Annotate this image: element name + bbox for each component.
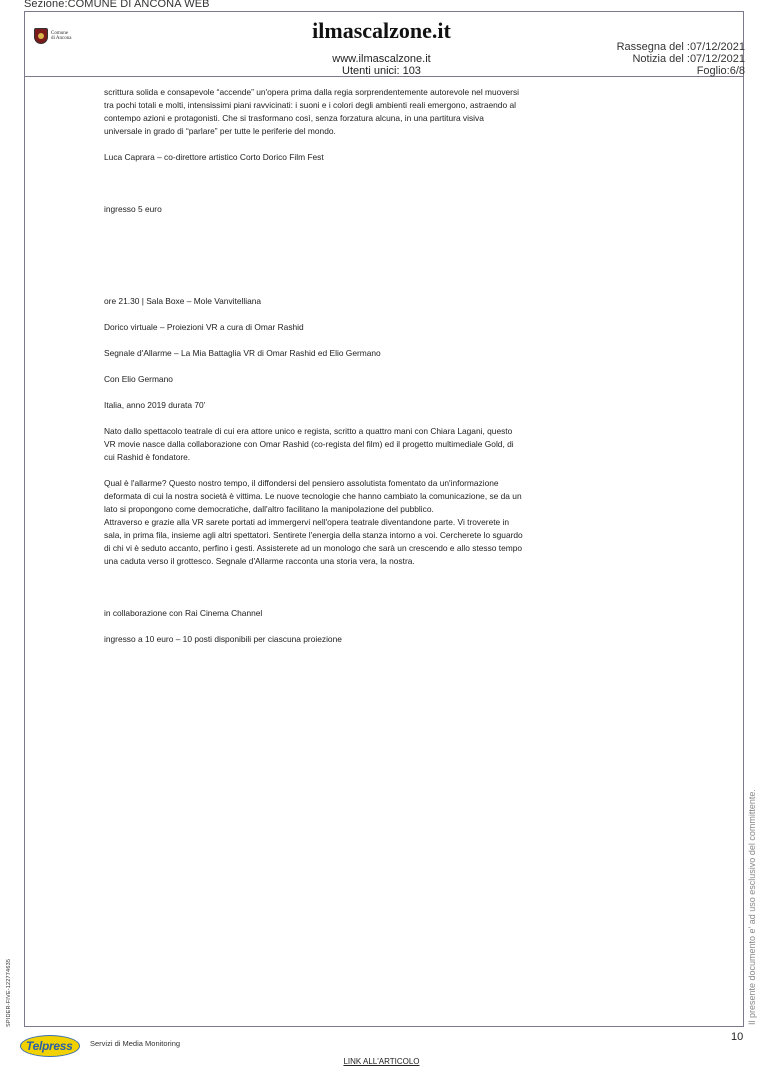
telpress-logo-text: Telpress [26, 1039, 73, 1053]
disclaimer: Il presente documento e' ad uso esclusivo del committente. [747, 789, 757, 1025]
article-paragraph: Qual è l'allarme? Questo nostro tempo, il diffondersi del pensiero assolutista fomentato da un'informazione deformata di cui la nostra società è vittima. Le nuove tecnologie che hanno cambiato la comunicazione, se da un lato si propongono come democratiche, dall'altro facilitano la manipolazione del pubblico. [104, 478, 522, 514]
article-paragraph: ingresso 5 euro [104, 204, 162, 214]
article-paragraph: scrittura solida e consapevole “accende” un'opera prima dalla regia sorprendentemente autorevole nel muoversi tra pochi totali e molti, intensissimi piani ravvicinati: i suoni e i colori degli ambienti reali emergono, astraendo al contempo azioni e protagonisti. Che si trasformano così, senza forzatura alcuna, in una partitura visiva universale in grado di “parlare” per tutte le periferie del mondo. [104, 87, 520, 136]
article-body [104, 86, 524, 659]
section-label: Sezione:COMUNE DI ANCONA WEB [24, 0, 210, 10]
servizi-label: Servizi di Media Monitoring [90, 1039, 181, 1048]
article-paragraph: Attraverso e grazie alla VR sarete portati ad immergervi nell'opera teatrale diventandone parte. Vi troverete in sala, in prima fila, insieme agli altri spettatori. Sentirete l'energia della stanza intorno a voi. Cercherete lo sguardo di chi vi è seduto accanto, perfino i gesti. Assisterete ad un monologo che sarà un crescendo e allo stesso tempo una caduta verso il grottesco. Segnale d'Allarme racconta una storia vera, la nostra. [104, 517, 523, 566]
article-paragraph: ore 21.30 | Sala Boxe – Mole Vanvitelliana [104, 296, 262, 306]
foglio: Foglio:6/8 [696, 65, 745, 77]
site-title: ilmascalzone.it [312, 18, 451, 43]
page-number: 10 [731, 1031, 744, 1043]
rassegna-date: Rassegna del :07/12/2021 [616, 41, 745, 53]
site-url: www.ilmascalzone.it [332, 53, 431, 65]
telpress-logo [20, 1032, 80, 1058]
unique-users: Utenti unici: 103 [342, 65, 421, 77]
article-paragraph: Nato dallo spettacolo teatrale di cui era attore unico e regista, scritto a quattro mani con Chiara Lagani, questo VR movie nasce dalla collaborazione con Omar Rashid (co-regista del film) ed il progetto multimediale Gold, di cui Rashid è fondatore. [104, 426, 514, 462]
notizia-date: Notizia del :07/12/2021 [632, 53, 745, 65]
article-paragraph: in collaborazione con Rai Cinema Channel [104, 608, 263, 618]
logo-text-line2: di Ancona [51, 36, 72, 41]
article-paragraph: Italia, anno 2019 durata 70’ [104, 400, 206, 410]
article-paragraph: Luca Caprara – co-direttore artistico Corto Dorico Film Fest [104, 152, 324, 162]
article-link[interactable]: LINK ALL'ARTICOLO [343, 1057, 420, 1066]
article-paragraph: Segnale d'Allarme – La Mia Battaglia VR di Omar Rashid ed Elio Germano [104, 348, 381, 358]
logo-text-line1: Comune [51, 31, 68, 36]
press-meta [617, 41, 745, 77]
article-paragraph: Con Elio Germano [104, 374, 173, 384]
spider-code: SPIDER-FIVE-122774635 [6, 958, 12, 1027]
article-paragraph: ingresso a 10 euro – 10 posti disponibili per ciascuna proiezione [104, 634, 342, 644]
article-paragraph: Dorico virtuale – Proiezioni VR a cura di Omar Rashid [104, 322, 304, 332]
